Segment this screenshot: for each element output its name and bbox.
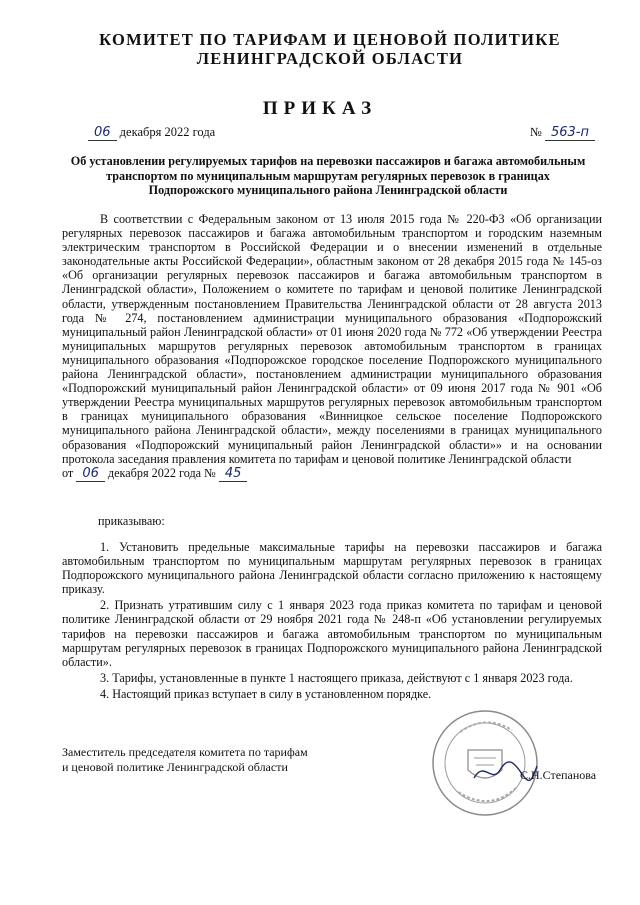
order-word: приказываю: xyxy=(98,514,165,528)
preamble-text xyxy=(62,212,602,482)
order-date-day: 06 xyxy=(88,126,117,141)
order-subject xyxy=(58,154,598,198)
meeting-number: 45 xyxy=(219,467,248,482)
subject-line-2: транспортом по муниципальным маршрутам регулярных перевозок в границах xyxy=(106,168,550,183)
document-title: ПРИКАЗ xyxy=(262,98,378,119)
signer-title-line-1: Заместитель председателя комитета по тарифам xyxy=(62,745,308,759)
signer-title-line-2: и ценовой политике Ленинградской области xyxy=(62,760,288,774)
order-number xyxy=(530,125,595,141)
order-item-3: 3. Тарифы, установленные в пункте 1 настоящего приказа, действуют с 1 января 2023 года. xyxy=(100,670,573,685)
order-items xyxy=(62,540,602,703)
signer-title xyxy=(62,745,308,775)
meeting-date-day: 06 xyxy=(76,467,105,482)
order-item-2: 2. Признать утратившим силу с 1 января 2023 года приказ комитета по тарифам и ценовой политике Ленинградской области от 29 ноября 2021 года № 248-п «Об установлении регулируемых тарифов на перевозки пассажиров и багажа автомобильным транспортом по муниципальным маршрутам регулярных перевозок в границах Подпорожского муниципального района Ленинградской области». xyxy=(62,598,602,669)
subject-line-3: Подпорожского муниципального района Ленинградской области xyxy=(148,183,508,197)
organization-header xyxy=(60,30,600,68)
org-line-1: КОМИТЕТ ПО ТАРИФАМ И ЦЕНОВОЙ ПОЛИТИКЕ xyxy=(99,30,561,49)
meeting-from-word: от xyxy=(62,465,74,480)
order-date-rest: декабря 2022 года xyxy=(119,125,216,139)
meeting-reference xyxy=(62,466,602,482)
preamble xyxy=(62,212,602,482)
order-item-4: 4. Настоящий приказ вступает в силу в установленном порядке. xyxy=(100,686,432,701)
preamble-paragraph: В соответствии с Федеральным законом от 13 июля 2015 года № 220-ФЗ «Об организации регулярных перевозок пассажиров и багажа автомобильным транспортом и городским наземным электрическим транспортом в Российской Федерации и о внесении изменений в отдельные законодательные акты Российской Федерации», областным законом от 28 декабря 2015 года № 145-оз «Об организации регулярных перевозок пассажиров и багажа автомобильным транспортом в Ленинградской области», Положением о комитете по тарифам и ценовой политике Ленинградской области, утвержденным постановлением Правительства Ленинградской области от 28 августа 2013 года № 274, постановлением администрации муниципального образования «Подпорожский муниципальный район Ленинградской области» от 01 июня 2020 года № 772 «Об утверждении Реестра муниципальных маршрутов регулярных перевозок автомобильным транспортом в границах муниципального образования «Подпорожское городское поселение Подпорожского муниципального района Ленинградской области», постановлением администрации муниципального образования «Подпорожский муниципальный район Ленинградской области» от 09 июня 2017 года № 901 «Об утверждении Реестра муниципальных маршрутов регулярных перевозок автомобильным транспортом в границах муниципального образования «Винницкое сельское поселение Подпорожского муниципального района Ленинградской области», между поселениями в границах муниципального образования «Подпорожский муниципальный район Ленинградской области»» и на основании протокола заседания правления комитета по тарифам и ценовой политике Ленинградской области xyxy=(62,212,602,466)
org-line-2: ЛЕНИНГРАДСКОЙ ОБЛАСТИ xyxy=(196,49,464,68)
order-number-prefix: № xyxy=(529,125,542,139)
subject-line-1: Об установлении регулируемых тарифов на перевозки пассажиров и багажа автомобильным xyxy=(70,154,586,168)
order-item-1: 1. Установить предельные максимальные тарифы на перевозки пассажиров и багажа автомобильным транспортом по муниципальным маршрутам регулярных перевозок в границах Подпорожского муниципального района Ленинградской области согласно приложению к настоящему приказу. xyxy=(62,540,602,597)
signer-name: С.Н.Степанова xyxy=(520,768,597,782)
order-number-value: 563-п xyxy=(545,126,595,141)
order-date xyxy=(88,125,215,141)
meeting-date-rest: декабря 2022 года № xyxy=(107,465,216,480)
